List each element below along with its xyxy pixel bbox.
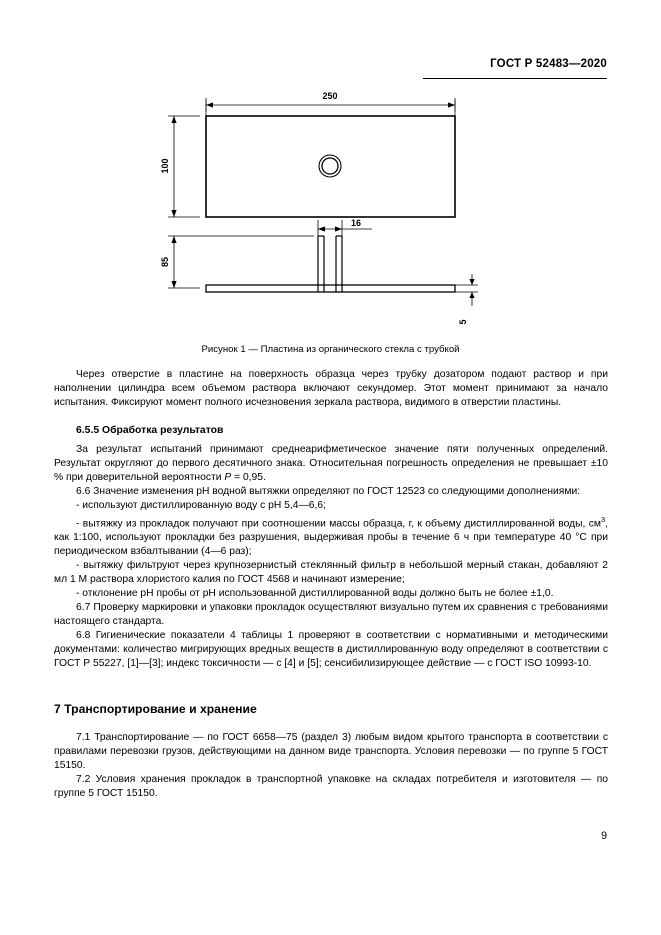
dimension-thickness-5 <box>455 274 478 306</box>
list-item-1: - используют дистиллированную воду с рН 5,4—6,6; <box>76 500 326 511</box>
paragraph-7-2: 7.2 Условия хранения прокладок в транспортной упаковке на складах потребителя и изготовителя — по группе 5 ГОСТ 15150. <box>54 774 608 800</box>
body-content <box>54 368 608 801</box>
heading-section-7: 7 Транспортирование и хранение <box>54 702 257 717</box>
list-item-2-part-b: , как 1:100, используют прокладки без разрушения, выдерживая пробы в течение 6 ч при температуре 40 °С при периодическом взбалтывании (4—6 раз); <box>54 518 608 558</box>
dimension-label-16: 16 <box>350 218 362 228</box>
tube-outline <box>318 236 342 292</box>
intro-paragraph: Через отверстие в пластине на поверхность образца через трубку дозатором подают раствор и при наполнении цилиндра всем объемом раствора включают секундомер. Этот момент принимают за начало испытания. Фиксируют момент полного исчезновения зеркала раствора, видимого в отверстии пластины. <box>54 369 608 408</box>
figure-caption: Рисунок 1 — Пластина из органического стекла с трубкой <box>201 344 460 355</box>
header-rule <box>423 78 607 79</box>
paragraph-6-5-5 <box>54 443 608 485</box>
list-item-2-part-a: - вытяжку из прокладок получают при соотношении массы образца, г, к объему дистиллированной воды, см <box>76 518 601 530</box>
probability-value: = 0,95. <box>231 472 266 483</box>
plate-with-tube-drawing <box>0 84 661 364</box>
list-item-2 <box>54 513 608 559</box>
hole-inner-circle <box>322 158 338 174</box>
list-item-4: - отклонение рН пробы от рН использованной дистиллированной воды должно быть не более ±1,0. <box>76 588 554 600</box>
dimension-height-85 <box>168 236 314 288</box>
paragraph-6-5-5-text: За результат испытаний принимают среднеарифметическое значение пяти полученных определений. Результат округляют до первого десятичного знака. Относительная погрешность определения не превышает ±10 % при доверительной вероятности <box>54 444 608 483</box>
plate-outline-front-view <box>206 285 455 292</box>
dimension-width-100 <box>168 116 200 217</box>
paragraph-6-7: 6.7 Проверку маркировки и упаковки прокладок осуществляют визуально путем их сравнения с требованиями настоящего стандарта. <box>54 602 608 628</box>
spacer <box>54 410 608 424</box>
running-header: ГОСТ Р 52483—2020 <box>490 58 607 70</box>
spacer <box>54 717 608 731</box>
superscript-cubic: 3 <box>601 515 606 524</box>
plate-outline-top-view <box>206 116 455 217</box>
heading-6-5-5: 6.5.5 Обработка результатов <box>76 425 224 436</box>
paragraph-6-6: 6.6 Значение изменения рН водной вытяжки определяют по ГОСТ 12523 со следующими дополнениями: <box>76 486 581 497</box>
paragraph-6-8: 6.8 Гигиенические показатели 4 таблицы 1 проверяют в соответствии с нормативными и методическими документами: количество мигрирующих вредных веществ в дистиллированную воду определяют в соответствии с ГОСТ Р 55227, [1]—[3]; индекс токсичности — с [4] и [5]; сенсибилизирующее действие — с ГОСТ ISO 10993-10. <box>54 630 608 670</box>
paragraph-7-1: 7.1 Транспортирование — по ГОСТ 6658—75 (раздел 3) любым видом крытого транспорта в соответствии с правилами перевозки грузов, действующими на данном виде транспорта. Условия перевозки — по группе 5 ГОСТ 15150. <box>54 732 608 772</box>
dimension-label-250: 250 <box>322 91 338 101</box>
probability-symbol: P <box>224 472 232 483</box>
spacer <box>54 671 608 701</box>
technical-drawing-figure <box>0 84 661 364</box>
dimension-tube-16 <box>318 220 372 236</box>
list-item-3: - вытяжку фильтруют через крупнозернистый стеклянный фильтр в небольшой мерный стакан, добавляют 2 мл 1 М раствора хлористого калия по ГОСТ 4568 и начинают измерение; <box>54 560 608 586</box>
dimension-label-5: 5 <box>458 319 468 325</box>
dimension-label-100: 100 <box>160 158 170 174</box>
page-number: 9 <box>601 830 607 842</box>
dimension-label-85: 85 <box>160 256 170 268</box>
